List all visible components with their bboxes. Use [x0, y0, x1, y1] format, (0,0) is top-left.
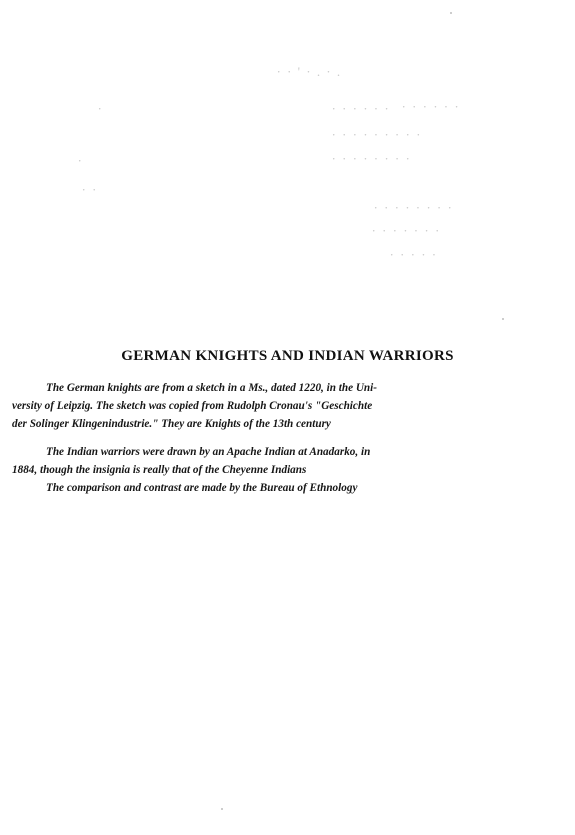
bleed-through-mark: · ·: [80, 182, 97, 197]
text-line: The German knights are from a sketch in a Ms., dated 1220, in the Uni-: [46, 382, 377, 394]
speck: [450, 12, 452, 14]
bleed-through-mark: · · · · · · · ·: [330, 151, 410, 166]
speck: [221, 808, 223, 810]
text-line: versity of Leipzig. The sketch was copied from Rudolph Cronau's "Geschichte: [12, 400, 373, 412]
bleed-through-mark: . · . · ' · ·: [275, 64, 341, 79]
bleed-through-mark: · · · · ·: [388, 247, 437, 262]
paragraph-indian-warriors: [12, 443, 487, 497]
text-line: 1884, though the insignia is really that of the Cheyenne Indians: [12, 464, 307, 476]
speck: [502, 318, 504, 320]
bleed-through-mark: · · · · · · ·: [370, 223, 440, 238]
bleed-through-mark: · · · · · · · ·: [372, 200, 452, 215]
text-line: The comparison and contrast are made by the Bureau of Ethnology: [46, 482, 358, 494]
page-title: GERMAN KNIGHTS AND INDIAN WARRIORS: [121, 348, 454, 364]
bleed-through-mark: · · · · · ·: [400, 99, 459, 114]
bleed-through-mark: ·: [76, 153, 82, 168]
paragraph-gap: [0, 433, 575, 443]
text-line: der Solinger Klingenindustrie." They are Knights of the 13th century: [12, 418, 331, 430]
bleed-through-mark: · · · · · · · · ·: [330, 127, 421, 142]
paragraph-german-knights: [12, 379, 487, 433]
bleed-through-area: [0, 0, 575, 300]
text-line: The Indian warriors were drawn by an Apache Indian at Anadarko, in: [46, 446, 371, 458]
bleed-through-mark: · · · · · ·: [330, 101, 389, 116]
bleed-through-mark: ·: [96, 101, 102, 116]
caption: [0, 348, 575, 497]
